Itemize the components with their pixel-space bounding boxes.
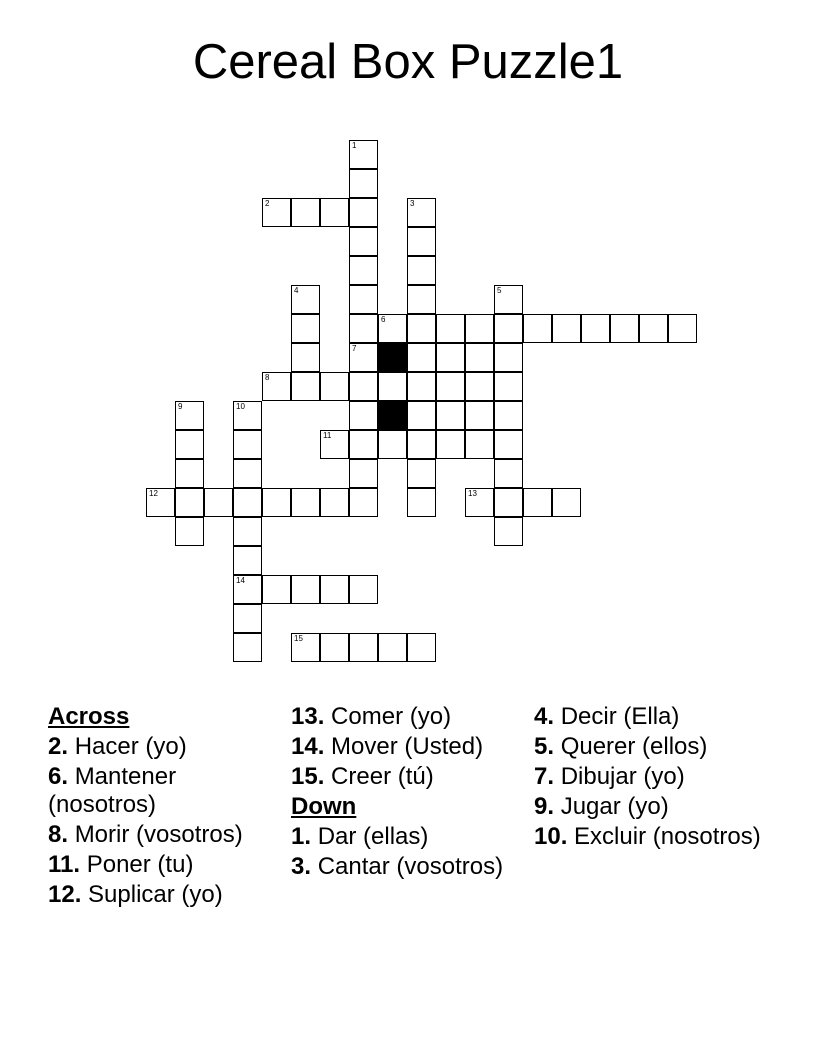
clue-down-4[interactable] [534, 703, 764, 731]
clue-down-1[interactable] [291, 823, 521, 851]
grid-cell[interactable] [407, 256, 436, 285]
clue-number: 9. [534, 793, 555, 820]
grid-cell[interactable] [320, 633, 349, 662]
clue-text: Jugar (yo) [560, 793, 669, 820]
grid-cell[interactable] [465, 430, 494, 459]
grid-cell[interactable] [494, 430, 523, 459]
clue-text: Hacer (yo) [74, 733, 187, 760]
grid-cell[interactable] [175, 488, 204, 517]
grid-cell[interactable] [349, 314, 378, 343]
clue-down-9[interactable] [534, 793, 764, 821]
clue-across-2[interactable] [48, 733, 278, 761]
clue-across-12[interactable] [48, 881, 278, 909]
cell-number: 6 [381, 315, 386, 324]
grid-cell[interactable] [407, 372, 436, 401]
grid-cell[interactable] [581, 314, 610, 343]
clue-text: Comer (yo) [331, 703, 452, 730]
clue-down-10[interactable] [534, 823, 764, 851]
clue-number: 12. [48, 881, 82, 908]
grid-cell[interactable] [233, 459, 262, 488]
grid-cell[interactable] [291, 488, 320, 517]
cell-number: 5 [497, 286, 502, 295]
grid-cell[interactable] [204, 488, 233, 517]
puzzle-title: Cereal Box Puzzle1 [192, 35, 624, 89]
clue-number: 7. [534, 763, 555, 790]
clue-number: 8. [48, 821, 69, 848]
clue-column-1 [48, 703, 278, 911]
cell-number: 3 [410, 199, 415, 208]
grid-cell[interactable] [175, 517, 204, 546]
grid-cell[interactable] [378, 372, 407, 401]
cell-number: 9 [178, 402, 183, 411]
grid-cell[interactable] [407, 633, 436, 662]
clue-text: Mantener (nosotros) [48, 763, 177, 818]
across-heading: Across [48, 703, 130, 730]
grid-cell[interactable] [407, 343, 436, 372]
grid-cell[interactable] [291, 575, 320, 604]
grid-cell[interactable] [668, 314, 697, 343]
cell-number: 1 [352, 141, 357, 150]
grid-cell[interactable] [320, 430, 349, 459]
clue-across-6[interactable] [48, 763, 278, 819]
grid-cell[interactable] [233, 488, 262, 517]
clue-text: Decir (Ella) [560, 703, 680, 730]
clue-column-2 [291, 703, 521, 883]
grid-cell[interactable] [349, 575, 378, 604]
clue-across-15[interactable] [291, 763, 521, 791]
clue-number: 1. [291, 823, 312, 850]
cell-number: 13 [468, 489, 477, 498]
grid-cell[interactable] [233, 546, 262, 575]
clue-text: Dar (ellas) [317, 823, 429, 850]
grid-cell[interactable] [349, 198, 378, 227]
clue-number: 5. [534, 733, 555, 760]
grid-cell[interactable] [494, 488, 523, 517]
clue-down-3[interactable] [291, 853, 521, 881]
grid-cell[interactable] [494, 459, 523, 488]
grid-cell[interactable] [233, 604, 262, 633]
grid-cell[interactable] [262, 198, 291, 227]
cell-number: 4 [294, 286, 299, 295]
grid-cell[interactable] [262, 575, 291, 604]
clue-text: Poner (tu) [86, 851, 194, 878]
grid-cell[interactable] [639, 314, 668, 343]
grid-cell[interactable] [465, 372, 494, 401]
clue-text: Querer (ellos) [560, 733, 708, 760]
grid-cell[interactable] [233, 633, 262, 662]
grid-cell[interactable] [291, 372, 320, 401]
down-heading: Down [291, 793, 357, 820]
grid-cell[interactable] [436, 343, 465, 372]
grid-cell[interactable] [523, 488, 552, 517]
clue-text: Suplicar (yo) [88, 881, 223, 908]
clue-across-11[interactable] [48, 851, 278, 879]
grid-cell[interactable] [436, 372, 465, 401]
clue-number: 4. [534, 703, 555, 730]
grid-cell[interactable] [523, 314, 552, 343]
blocked-cell [378, 401, 407, 430]
clue-number: 14. [291, 733, 325, 760]
grid-cell[interactable] [349, 459, 378, 488]
grid-cell[interactable] [291, 285, 320, 314]
cell-number: 14 [236, 576, 245, 585]
grid-cell[interactable] [465, 488, 494, 517]
grid-cell[interactable] [465, 314, 494, 343]
cell-number: 12 [149, 489, 158, 498]
grid-cell[interactable] [349, 401, 378, 430]
grid-cell[interactable] [407, 430, 436, 459]
grid-cell[interactable] [465, 401, 494, 430]
clue-text: Excluir (nosotros) [574, 823, 761, 850]
clue-number: 15. [291, 763, 325, 790]
grid-cell[interactable] [407, 227, 436, 256]
grid-cell[interactable] [291, 198, 320, 227]
grid-cell[interactable] [349, 169, 378, 198]
clue-text: Dibujar (yo) [560, 763, 685, 790]
grid-cell[interactable] [175, 401, 204, 430]
grid-cell[interactable] [291, 343, 320, 372]
clue-number: 2. [48, 733, 69, 760]
clue-number: 10. [534, 823, 568, 850]
clue-number: 13. [291, 703, 325, 730]
cell-number: 2 [265, 199, 270, 208]
grid-cell[interactable] [465, 343, 494, 372]
blocked-cell [378, 343, 407, 372]
clue-across-13[interactable] [291, 703, 521, 731]
grid-cell[interactable] [233, 517, 262, 546]
clue-number: 6. [48, 763, 69, 790]
cell-number: 11 [323, 431, 332, 440]
grid-cell[interactable] [349, 488, 378, 517]
grid-cell[interactable] [407, 401, 436, 430]
clue-text: Mover (Usted) [331, 733, 484, 760]
grid-cell[interactable] [436, 401, 465, 430]
grid-cell[interactable] [349, 430, 378, 459]
grid-cell[interactable] [407, 314, 436, 343]
clue-number: 11. [48, 851, 81, 878]
clue-across-14[interactable] [291, 733, 521, 761]
grid-cell[interactable] [349, 227, 378, 256]
grid-cell[interactable] [349, 140, 378, 169]
grid-cell[interactable] [378, 633, 407, 662]
clue-column-3 [534, 703, 764, 853]
grid-cell[interactable] [175, 459, 204, 488]
grid-cell[interactable] [436, 430, 465, 459]
grid-cell[interactable] [378, 430, 407, 459]
grid-cell[interactable] [610, 314, 639, 343]
grid-cell[interactable] [291, 633, 320, 662]
cell-number: 10 [236, 402, 245, 411]
grid-cell[interactable] [320, 198, 349, 227]
clue-text: Creer (tú) [331, 763, 434, 790]
grid-cell[interactable] [146, 488, 175, 517]
clue-across-8[interactable] [48, 821, 278, 849]
grid-cell[interactable] [378, 314, 407, 343]
grid-cell[interactable] [262, 372, 291, 401]
clue-text: Morir (vosotros) [74, 821, 243, 848]
clue-down-7[interactable] [534, 763, 764, 791]
grid-cell[interactable] [407, 488, 436, 517]
grid-cell[interactable] [436, 314, 465, 343]
grid-cell[interactable] [349, 372, 378, 401]
grid-cell[interactable] [407, 459, 436, 488]
grid-cell[interactable] [349, 343, 378, 372]
grid-cell[interactable] [291, 314, 320, 343]
grid-cell[interactable] [320, 488, 349, 517]
grid-cell[interactable] [407, 285, 436, 314]
grid-cell[interactable] [494, 372, 523, 401]
grid-cell[interactable] [233, 401, 262, 430]
clue-number: 3. [291, 853, 312, 880]
grid-cell[interactable] [233, 430, 262, 459]
grid-cell[interactable] [494, 343, 523, 372]
grid-cell[interactable] [320, 575, 349, 604]
grid-cell[interactable] [349, 633, 378, 662]
grid-cell[interactable] [494, 517, 523, 546]
cell-number: 7 [352, 344, 357, 353]
grid-cell[interactable] [320, 372, 349, 401]
grid-cell[interactable] [494, 401, 523, 430]
grid-cell[interactable] [233, 575, 262, 604]
grid-cell[interactable] [552, 314, 581, 343]
grid-cell[interactable] [494, 314, 523, 343]
grid-cell[interactable] [262, 488, 291, 517]
grid-cell[interactable] [349, 285, 378, 314]
cell-number: 15 [294, 634, 303, 643]
grid-cell[interactable] [175, 430, 204, 459]
clue-text: Cantar (vosotros) [317, 853, 504, 880]
grid-cell[interactable] [494, 285, 523, 314]
grid-cell[interactable] [552, 488, 581, 517]
cell-number: 8 [265, 373, 270, 382]
clue-down-5[interactable] [534, 733, 764, 761]
grid-cell[interactable] [407, 198, 436, 227]
grid-cell[interactable] [349, 256, 378, 285]
